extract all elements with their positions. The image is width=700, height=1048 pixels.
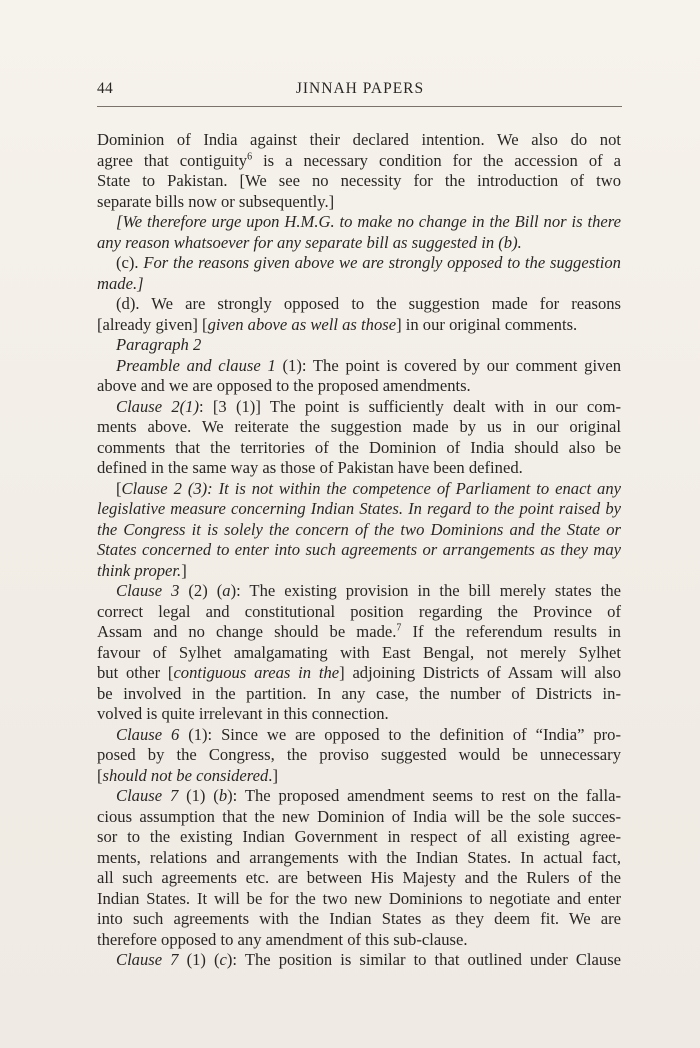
text-line: the Congress it is solely the concern of the two Dominions and the State or: [97, 519, 621, 539]
text-line: above and we are opposed to the proposed amendments.: [97, 376, 471, 395]
text-line: posed by the Congress, the proviso suggested would be unnecessary: [97, 745, 621, 764]
text-line: Clause 7 (1) (b): The proposed amendment seems to rest on the falla-: [116, 786, 621, 805]
text-line: but other [contiguous areas in the] adjoining Districts of Assam will also: [97, 663, 621, 682]
text-line: comments that the territories of the Dominion of India should also be: [97, 437, 621, 457]
footnote-marker: 7: [396, 622, 402, 634]
header-rule: [97, 106, 622, 107]
text-line: Clause 6 (1): Since we are opposed to the definition of “India” pro-: [116, 724, 621, 744]
text-line: [already given] [given above as well as those] in our original comments.: [97, 314, 578, 334]
section-heading: Paragraph 2: [116, 335, 202, 354]
text-line: State to Pakistan. [We see no necessity for the introduction of two: [97, 171, 621, 190]
text-line: favour of Sylhet amalgamating with East Bengal, not merely Sylhet: [97, 642, 621, 662]
footnote-marker: 6: [247, 150, 253, 162]
page-header: [97, 80, 623, 102]
text-line: [should not be considered.]: [97, 765, 278, 785]
text-line: correct legal and constitutional position regarding the Province of: [97, 601, 621, 621]
text-line: [Clause 2 (3): It is not within the competence of Parliament to enact any: [116, 478, 621, 498]
text-line: be involved in the partition. In any case, the number of Districts in-: [97, 683, 621, 703]
text-line: ments, relations and arrangements with the Indian States. In actual fact,: [97, 847, 621, 867]
text-line: legislative measure concerning Indian States. In regard to the point raised by: [97, 499, 621, 518]
page-number: 44: [97, 80, 114, 97]
text-line: ments above. We reiterate the suggestion made by us in our original: [97, 417, 621, 436]
text-line: [We therefore urge upon H.M.G. to make no change in the Bill nor is there: [116, 212, 621, 231]
text-line: (c). For the reasons given above we are strongly opposed to the suggestion: [116, 253, 621, 272]
text-line: agree that contiguity$^6$ is a necessary condition for the accession of a: [97, 150, 621, 170]
text-line: Assam and no change should be made.$^7$ If the referendum results in: [97, 622, 621, 641]
text-line: (d). We are strongly opposed to the suggestion made for reasons: [116, 294, 621, 313]
text-line: Indian States. It will be for the two new Dominions to negotiate and enter: [97, 888, 621, 908]
text-line: cious assumption that the new Dominion of India will be the sole succes-: [97, 806, 621, 826]
text-line: Preamble and clause 1 (1): The point is covered by our comment given: [116, 355, 622, 375]
text-line: any reason whatsoever for any separate bill as suggested in (b).: [97, 232, 522, 252]
text-line: volved is quite irrelevant in this connection.: [97, 704, 389, 723]
text-line: Clause 2(1): [3 (1)] The point is sufficiently dealt with in our com-: [116, 396, 622, 416]
text-line: think proper.]: [97, 560, 187, 580]
text-line: into such agreements with the Indian States as they deem fit. We are: [97, 909, 621, 928]
text-line: Dominion of India against their declared intention. We also do not: [97, 130, 621, 149]
text-line: Clause 7 (1) (c): The position is similar to that outlined under Clause: [116, 950, 622, 969]
text-line: made.]: [97, 273, 144, 293]
text-line: Clause 3 (2) (a): The existing provision in the bill merely states the: [116, 581, 622, 600]
text-line: therefore opposed to any amendment of this sub-clause.: [97, 929, 468, 949]
running-title: JINNAH PAPERS: [295, 80, 425, 97]
text-line: States concerned to enter into such agreements or arrangements as they may: [97, 540, 621, 559]
text-line: separate bills now or subsequently.]: [97, 191, 335, 211]
text-line: defined in the same way as those of Pakistan have been defined.: [97, 458, 523, 477]
text-line: all such agreements etc. are between His Majesty and the Rulers of the: [97, 868, 621, 887]
text-line: sor to the existing Indian Government in respect of all existing agree-: [97, 827, 621, 846]
body-text: [97, 130, 621, 971]
